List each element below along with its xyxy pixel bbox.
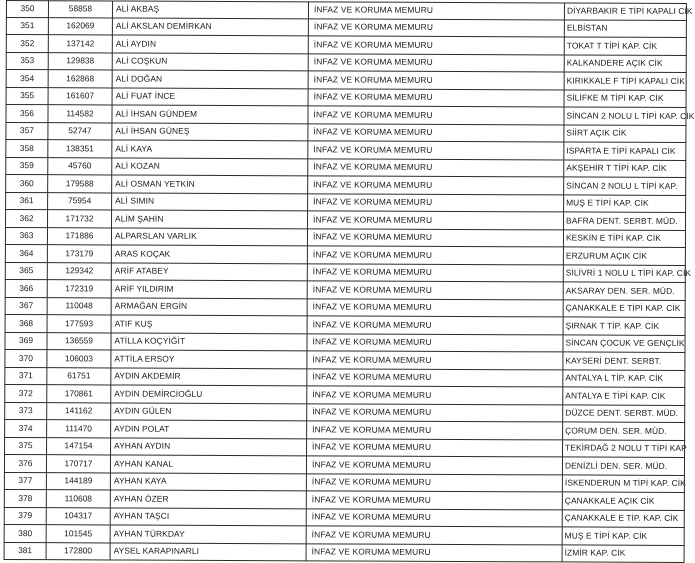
- full-name-cell: ALİ SIMIN: [112, 192, 308, 210]
- row-number-cell: 359: [6, 157, 48, 175]
- row-number-cell: 381: [4, 542, 46, 560]
- full-name-cell: AYDIN DEMİRCİOĞLU: [111, 385, 307, 403]
- registry-number-cell: 162069: [48, 17, 112, 35]
- full-name-cell: ALPARSLAN VARLIK: [111, 227, 307, 245]
- registry-number-cell: 147154: [47, 437, 111, 455]
- registry-number-cell: 110608: [46, 490, 110, 508]
- row-number-cell: 369: [5, 332, 47, 350]
- job-title-cell: İNFAZ VE KORUMA MEMURU: [308, 123, 564, 142]
- full-name-cell: ALİ AKBAŞ: [112, 1, 308, 18]
- institution-cell: TOKAT T TİPİ KAP. CİK: [564, 37, 686, 55]
- institution-cell: KESKİN E TİPİ KAP. CİK: [563, 229, 685, 247]
- job-title-cell: İNFAZ VE KORUMA MEMURU: [307, 281, 563, 300]
- full-name-cell: ARAS KOÇAK: [111, 245, 307, 263]
- row-number-cell: 357: [6, 122, 48, 140]
- registry-number-cell: 173179: [47, 245, 111, 263]
- job-title-cell: İNFAZ VE KORUMA MEMURU: [307, 438, 563, 457]
- registry-number-cell: 161607: [48, 87, 112, 105]
- table-body: [4, 1, 695, 563]
- registry-number-cell: 45760: [48, 157, 112, 175]
- registry-number-cell: 75954: [48, 192, 112, 210]
- institution-cell: ERZURUM AÇIK CİK: [563, 247, 685, 265]
- registry-number-cell: 170861: [47, 385, 111, 403]
- row-number-cell: 350: [6, 1, 48, 18]
- job-title-cell: İNFAZ VE KORUMA MEMURU: [308, 211, 564, 230]
- institution-cell: SİLİFKE M TİPİ KAP. CİK: [564, 89, 686, 107]
- full-name-cell: AYHAN TAŞCI: [110, 507, 306, 525]
- full-name-cell: AYDIN AKDEMİR: [111, 367, 307, 385]
- job-title-cell: İNFAZ VE KORUMA MEMURU: [306, 456, 562, 475]
- registry-number-cell: 104317: [46, 507, 110, 525]
- job-title-cell: İNFAZ VE KORUMA MEMURU: [308, 71, 564, 90]
- institution-cell: ANTALYA E TİPİ KAP. CİK: [563, 387, 685, 405]
- institution-cell: DİYARBAKIR E TİPİ KAPALI CİK: [564, 3, 686, 20]
- scanned-document-page: [4, 0, 695, 558]
- job-title-cell: İNFAZ VE KORUMA MEMURU: [308, 106, 564, 125]
- row-number-cell: 371: [5, 367, 47, 385]
- full-name-cell: AYHAN TÜRKDAY: [110, 525, 306, 543]
- full-name-cell: AYHAN AYDIN: [111, 437, 307, 455]
- institution-cell: ÇANAKKALE E TİPİ KAP. CİK: [563, 299, 685, 317]
- full-name-cell: ARİF YILDIRIM: [111, 280, 307, 298]
- job-title-cell: İNFAZ VE KORUMA MEMURU: [307, 351, 563, 370]
- job-title-cell: İNFAZ VE KORUMA MEMURU: [308, 53, 564, 72]
- job-title-cell: İNFAZ VE KORUMA MEMURU: [306, 508, 562, 527]
- full-name-cell: AYHAN KANAL: [110, 455, 306, 473]
- row-number-cell: 356: [6, 105, 48, 123]
- row-number-cell: 361: [6, 192, 48, 210]
- institution-cell: ÇANAKKALE E TİP. KAP. CİK: [562, 509, 684, 527]
- row-number-cell: 374: [5, 419, 47, 437]
- full-name-cell: ALİ COŞKUN: [112, 52, 308, 70]
- institution-cell: ŞIRNAK T TİP. KAP. CİK: [563, 317, 685, 335]
- job-title-cell: İNFAZ VE KORUMA MEMURU: [308, 158, 564, 177]
- full-name-cell: AYDIN POLAT: [111, 420, 307, 438]
- job-title-cell: İNFAZ VE KORUMA MEMURU: [307, 246, 563, 265]
- registry-number-cell: 171732: [48, 210, 112, 228]
- row-number-cell: 352: [6, 35, 48, 53]
- job-title-cell: İNFAZ VE KORUMA MEMURU: [306, 526, 562, 545]
- job-title-cell: İNFAZ VE KORUMA MEMURU: [307, 298, 563, 317]
- registry-number-cell: 179588: [48, 175, 112, 193]
- full-name-cell: AYDIN GÜLEN: [111, 402, 307, 420]
- institution-cell: DENİZLİ DEN. SER. MÜD.: [562, 457, 684, 475]
- full-name-cell: ALİ İHSAN GÜNEŞ: [112, 122, 308, 140]
- job-title-cell: İNFAZ VE KORUMA MEMURU: [307, 421, 563, 440]
- row-number-cell: 365: [5, 262, 47, 280]
- row-number-cell: 368: [5, 314, 47, 332]
- row-number-cell: 351: [6, 17, 48, 35]
- job-title-cell: İNFAZ VE KORUMA MEMURU: [308, 36, 564, 55]
- job-title-cell: İNFAZ VE KORUMA MEMURU: [308, 193, 564, 212]
- row-number-cell: 358: [6, 140, 48, 158]
- job-title-cell: İNFAZ VE KORUMA MEMURU: [307, 316, 563, 335]
- institution-cell: DÜZCE DENT. SERBT. MÜD.: [563, 404, 685, 422]
- row-number-cell: 364: [5, 244, 47, 262]
- institution-cell: ISPARTA E TİPİ KAPALI CİK: [564, 142, 686, 160]
- institution-cell: ÇANAKKALE AÇIK CİK: [562, 492, 684, 510]
- registry-number-cell: 52747: [48, 122, 112, 140]
- registry-number-cell: 144189: [46, 472, 110, 490]
- full-name-cell: ATTİLA ERSOY: [111, 350, 307, 368]
- job-title-cell: İNFAZ VE KORUMA MEMURU: [306, 543, 562, 562]
- row-number-cell: 367: [5, 297, 47, 315]
- row-number-cell: 380: [4, 524, 46, 542]
- full-name-cell: ALİ İHSAN GÜNDEM: [112, 105, 308, 123]
- registry-number-cell: 141162: [47, 402, 111, 420]
- institution-cell: AKŞEHİR T TİPİ KAP. CİK: [564, 159, 686, 177]
- full-name-cell: ATİLLA KOÇYİĞİT: [111, 332, 307, 350]
- row-number-cell: 377: [4, 472, 46, 490]
- registry-number-cell: 61751: [47, 367, 111, 385]
- full-name-cell: ALİ KAYA: [112, 140, 308, 158]
- job-title-cell: İNFAZ VE KORUMA MEMURU: [306, 473, 562, 492]
- full-name-cell: ALİ KOZAN: [112, 157, 308, 175]
- row-number-cell: 373: [5, 402, 47, 420]
- full-name-cell: AYHAN KAYA: [110, 472, 306, 490]
- row-number-cell: 353: [6, 52, 48, 70]
- registry-number-cell: 106003: [47, 350, 111, 368]
- registry-number-cell: 114582: [48, 105, 112, 123]
- job-title-cell: İNFAZ VE KORUMA MEMURU: [307, 368, 563, 387]
- registry-number-cell: 162868: [48, 70, 112, 88]
- full-name-cell: AYHAN ÖZER: [110, 490, 306, 508]
- institution-cell: SİNCAN ÇOCUK VE GENÇLİK: [563, 334, 685, 352]
- row-number-cell: 378: [4, 489, 46, 507]
- institution-cell: İZMİR KAP. CİK: [562, 544, 684, 562]
- registry-number-cell: 129342: [47, 262, 111, 280]
- full-name-cell: ATIF KUŞ: [111, 315, 307, 333]
- institution-cell: ÇORUM DEN. SER. MÜD.: [563, 422, 685, 440]
- registry-number-cell: 129838: [48, 52, 112, 70]
- job-title-cell: İNFAZ VE KORUMA MEMURU: [308, 141, 564, 160]
- registry-number-cell: 171886: [47, 227, 111, 245]
- institution-cell: ANTALYA L TİP. KAP. CİK: [563, 369, 685, 387]
- registry-number-cell: 101545: [46, 525, 110, 543]
- institution-cell: AKSARAY DEN. SER. MÜD.: [563, 282, 685, 300]
- full-name-cell: ALİM ŞAHİN: [112, 210, 308, 228]
- row-number-cell: 372: [5, 384, 47, 402]
- registry-number-cell: 172800: [46, 542, 110, 560]
- institution-cell: MUŞ E TİPİ KAP. CİK: [562, 527, 684, 545]
- row-number-cell: 379: [4, 507, 46, 525]
- institution-cell: SİNCAN 2 NOLU L TİPİ KAP. CİK: [564, 107, 686, 125]
- job-title-cell: İNFAZ VE KORUMA MEMURU: [308, 176, 564, 195]
- job-title-cell: İNFAZ VE KORUMA MEMURU: [307, 228, 563, 247]
- institution-cell: KALKANDERE AÇIK CİK: [564, 54, 686, 72]
- institution-cell: SİİRT AÇIK CİK: [564, 124, 686, 142]
- job-title-cell: İNFAZ VE KORUMA MEMURU: [308, 88, 564, 107]
- full-name-cell: ALİ FUAT İNCE: [112, 87, 308, 105]
- institution-cell: ELBİSTAN: [564, 19, 686, 37]
- institution-cell: KAYSERİ DENT. SERBT.: [563, 352, 685, 370]
- registry-number-cell: 110048: [47, 297, 111, 315]
- registry-number-cell: 58858: [48, 1, 112, 18]
- registry-number-cell: 111470: [47, 420, 111, 438]
- institution-cell: İSKENDERUN M TİPİ KAP. CİK: [562, 474, 684, 492]
- registry-number-cell: 172319: [47, 280, 111, 298]
- registry-number-cell: 136559: [47, 332, 111, 350]
- institution-cell: TEKİRDAĞ 2 NOLU T TİPİ KAP: [563, 439, 685, 457]
- full-name-cell: ARMAĞAN ERGİN: [111, 297, 307, 315]
- row-number-cell: 363: [5, 227, 47, 245]
- row-number-cell: 360: [6, 175, 48, 193]
- row-number-cell: 362: [6, 210, 48, 228]
- full-name-cell: ALİ DOĞAN: [112, 70, 308, 88]
- institution-cell: BAFRA DENT. SERBT. MÜD.: [564, 212, 686, 230]
- registry-number-cell: 138351: [48, 140, 112, 158]
- job-title-cell: İNFAZ VE KORUMA MEMURU: [307, 333, 563, 352]
- institution-cell: MUŞ E TİPİ KAP. CİK: [564, 194, 686, 212]
- row-number-cell: 355: [6, 87, 48, 105]
- job-title-cell: İNFAZ VE KORUMA MEMURU: [307, 386, 563, 405]
- row-number-cell: 376: [4, 454, 46, 472]
- full-name-cell: ALİ AYDIN: [112, 35, 308, 53]
- job-title-cell: İNFAZ VE KORUMA MEMURU: [306, 491, 562, 510]
- job-title-cell: İNFAZ VE KORUMA MEMURU: [308, 2, 564, 20]
- row-number-cell: 366: [5, 279, 47, 297]
- row-number-cell: 375: [5, 437, 47, 455]
- row-number-cell: 370: [5, 349, 47, 367]
- full-name-cell: ALİ AKSLAN DEMİRKAN: [112, 17, 308, 35]
- institution-cell: SİLİVRİ 1 NOLU L TİPİ KAP. CİK: [563, 264, 685, 282]
- full-name-cell: ARİF ATABEY: [111, 262, 307, 280]
- personnel-list-table: [4, 0, 695, 563]
- job-title-cell: İNFAZ VE KORUMA MEMURU: [307, 403, 563, 422]
- full-name-cell: AYSEL KARAPINARLI: [110, 542, 306, 560]
- job-title-cell: İNFAZ VE KORUMA MEMURU: [307, 263, 563, 282]
- row-number-cell: 354: [6, 70, 48, 88]
- institution-cell: KIRIKKALE F TİPİ KAPALI CİK: [564, 72, 686, 90]
- job-title-cell: İNFAZ VE KORUMA MEMURU: [308, 18, 564, 37]
- registry-number-cell: 170717: [46, 455, 110, 473]
- registry-number-cell: 177593: [47, 315, 111, 333]
- registry-number-cell: 137142: [48, 35, 112, 53]
- full-name-cell: ALİ OSMAN YETKİN: [112, 175, 308, 193]
- institution-cell: SİNCAN 2 NOLU L TİPİ KAP.: [564, 177, 686, 195]
- table-row: [4, 542, 684, 562]
